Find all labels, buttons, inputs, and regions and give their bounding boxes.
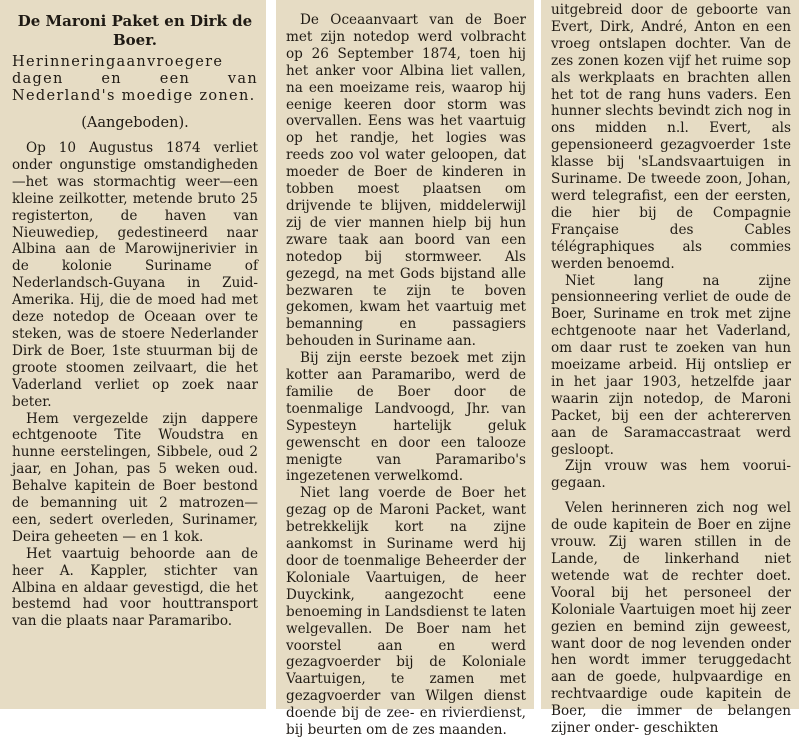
paragraph: Op 10 Augustus 1874 verliet onder ongunstige omstandigheden—het was stormachtig weer—een kleine zeilkotter, metende bruto 25 registerton, de haven van Nieuwediep, gedestineerd naar Albina aan de Marowijnerivier in de kolonie Suriname of Nederlandsch-Guyana in Zuid-Amerika. Hij, die de moed had met deze notedop de Oceaan over te steken, was de stoere Nederlander Dirk de Boer, 1ste stuurman bij de groote stoomen zeilvaart, die het Vaderland verliet op zoek naar beter. (12, 140, 258, 410)
article-subtitle: Herinneringaanvroegere dagen en een van Nederland's moedige zonen. (12, 54, 258, 104)
paragraph: Het vaartuig behoorde aan de heer A. Kappler, stichter van Albina en aldaar gevestigd, die het bestemd had voor houttransport van die plaats naar Paramaribo. (12, 545, 258, 630)
paragraph: Niet lang voerde de Boer het gezag op de Maroni Packet, want betrekkelijk kort na zijne aankomst in Suriname werd hij door de toenmalige Beheerder der Koloniale Vaartuigen, de heer Duyckink, aangezocht eene benoeming in Landsdienst te laten welgevallen. De Boer nam het voorstel aan en werd gezagvoerder bij de Koloniale Vaartuigen, te zamen met gezagvoerder van Wilgen dienst doende bij de zee- en rivierdienst, bij beurten om de zes maanden. (286, 485, 526, 739)
paragraph: Bij zijn eerste bezoek met zijn kotter aan Paramaribo, werd de familie de Boer door de toenmalige Landvoogd, Jhr. van Sypesteyn hartelijk geluk gewenscht en door een talooze menigte van Paramaribo's ingezetenen verwelkomd. (286, 350, 526, 485)
paragraph: uitgebreid door de geboorte van Evert, Dirk, André, Anton en een vroeg ontslapen dochter. Van de zes zonen kozen vijf het ruime sop als werkplaats en brachten allen het tot de rang huns vaders. Een hunner slechts bevindt zich nog in ons midden n.l. Evert, als gepensioneerd gezagvoerder 1ste klasse bij 'sLandsvaartuigen in Suriname. De tweede zoon, Johan, werd telegrafist, een der eersten, die hier bij de Compagnie Française des Cables télégraphiques als commies werden benoemd. (551, 2, 791, 272)
newspaper-column-3 (541, 0, 799, 737)
newspaper-column-1 (0, 0, 266, 709)
newspaper-column-2 (276, 0, 534, 739)
paragraph: De Oceaanvaart van de Boer met zijn notedop werd volbracht op 26 September 1874, toen hij het anker voor Albina liet vallen, na een moeizame reis, waarop hij eenige keeren door storm was overvallen. Eens was het vaartuig op het randje, het logies was reeds zoo vol water geloopen, dat moeder de Boer de kinderen in tobben moest plaatsen om drijvende te blijven, middelerwijl zij de vier mannen hielp bij hun zware taak aan boord van een notedop bij stormweer. Als gezegd, na met Gods bijstand alle bezwaren te zijn te boven gekomen, kwam het vaartuig met bemanning en passagiers behouden in Suriname aan. (286, 12, 526, 350)
article-title: De Maroni Paket en Dirk de Boer. (17, 12, 253, 49)
article-byline: (Aangeboden). (81, 115, 189, 131)
paragraph: Niet lang na zijne pensionneering verliet de oude de Boer, Suriname en trok met zijne echtgenoote naar het Vaderland, om daar rust te zoeken van hun moeizame arbeid. Hij ontsliep er in het jaar 1903, hetzelfde jaar waarin zijn notedop, de Maroni Packet, bij een der achtererven aan de Saramaccastraat werd gesloopt. (551, 272, 791, 458)
paragraph: Hem vergezelde zijn dappere echtgenoote Tite Woudstra en hunne eerstelingen, Sibbele, oud 2 jaar, en Johan, pas 5 weken oud. Behalve kapitein de Boer bestond de bemanning uit 2 matrozen—een, sedert overleden, Surinamer, Deira geheeten — en 1 kok. (12, 410, 258, 545)
paragraph: Velen herinneren zich nog wel de oude kapitein de Boer en zijne vrouw. Zij waren stillen in de Lande, de linkerhand niet wetende wat de rechter doet. Vooral bij het personeel der Koloniale Vaartuigen moet hij zeer gezien en bemind zijn geweest, want door de nog levenden onder hen wordt immer teruggedacht aan de goede, hulpvaardige en rechtvaardige oude kapitein de Boer, die immer de belangen zijner onder- geschikten (551, 500, 791, 737)
paragraph: Zijn vrouw was hem vooruigegaan. (551, 458, 791, 492)
